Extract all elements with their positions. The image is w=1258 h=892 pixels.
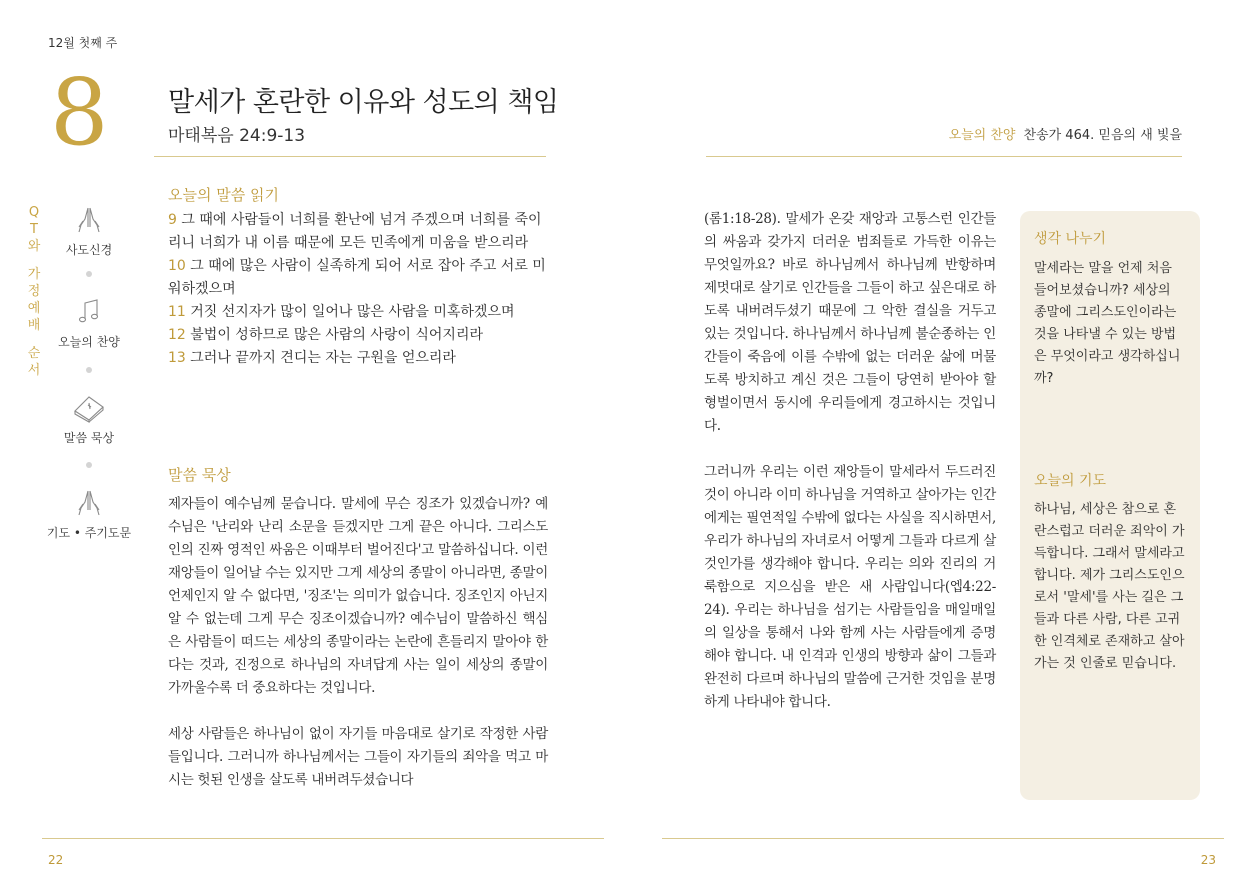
- verse-item: [168, 255, 550, 301]
- hymn-label: 오늘의 찬양: [948, 128, 1016, 143]
- qt-order-vertical-title: [24, 204, 44, 379]
- step-label: 기도 • 주기도문: [46, 526, 132, 540]
- vertical-char: T: [30, 222, 38, 237]
- prayer-text: 하나님, 세상은 참으로 혼란스럽고 더러운 죄악이 가득합니다. 그래서 말세라고 합니다. 제가 그리스도인으로서 '말세'를 사는 길은 그들과 다른 사람, 다른 고귀한 인격체로 존재하고 살아가는 것 인줄로 믿습니다.: [1034, 502, 1185, 671]
- page-title: 말세가 혼란한 이유와 성도의 책임: [168, 87, 559, 118]
- today-hymn: [949, 124, 1182, 143]
- step-label: 사도신경: [65, 243, 113, 257]
- verse-text: 거짓 선지자가 많이 일어나 많은 사람을 미혹하겠으며: [185, 304, 515, 320]
- step-dot: [86, 367, 92, 373]
- vertical-char: 서: [27, 363, 41, 378]
- verse-item: [168, 324, 550, 347]
- verse-number: 13: [168, 350, 186, 366]
- meditation-paragraph: 제자들이 예수님께 묻습니다. 말세에 무슨 징조가 있겠습니까? 예수님은 '난리와 난리 소문을 듣겠지만 그게 끝은 아니다. 그리스도인의 진짜 영적인 싸움은 이때부터 벌어진다'고 말씀하십니다. 이런 재앙들이 일어날 수는 있지만 그게 세상의 종말이 아니라면, 종말이 언제인지 알 수 없다면, '징조'는 의미가 없습니다. 징조인지 아닌지 알 수 없는데 그게 무슨 징조이겠습니까? 예수님이 말씀하신 핵심은 사람들이 떠드는 세상의 종말이라는 논란에 흔들리지 말아야 한다는 것과, 진정으로 하나님의 자녀답게 사는 일이 세상의 종말이 가까울수록 더 중요하다는 것입니다.: [168, 496, 548, 696]
- prayer-heading: 오늘의 기도: [1034, 473, 1107, 489]
- step-today-hymn: [50, 297, 128, 350]
- step-apostles-creed: [50, 205, 128, 258]
- vertical-char: Q: [28, 205, 40, 220]
- verse-number: 11: [168, 304, 186, 320]
- vertical-char: 배: [27, 318, 41, 333]
- page-number-right: 23: [1200, 853, 1216, 867]
- reading-heading: 오늘의 말씀 읽기: [168, 186, 279, 204]
- verse-text: 그 때에 많은 사람이 실족하게 되어 서로 잡아 주고 서로 미워하겠으며: [168, 258, 546, 297]
- verse-text: 그 때에 사람들이 너희를 환난에 넘겨 주겠으며 너희를 죽이리니 너희가 내 이름 때문에 모든 민족에게 미움을 받으리라: [168, 212, 542, 251]
- footer-rule-left: [42, 838, 604, 839]
- meditation-text-left: [168, 493, 548, 792]
- verse-number: 10: [168, 258, 186, 274]
- verse-text: 불법이 성하므로 많은 사람의 사랑이 식어지리라: [185, 327, 484, 343]
- step-dot: [86, 271, 92, 277]
- meditation-paragraph: 세상 사람들은 하나님이 없이 자기들 마음대로 살기로 작정한 사람들입니다. 그러니까 하나님께서는 그들이 자기들의 죄악을 먹고 마시는 헛된 인생을 살도록 내버려두셨습니다: [168, 726, 548, 788]
- step-dot: [86, 462, 92, 468]
- meditation-heading: 말씀 묵상: [168, 466, 231, 484]
- verse-item: [168, 301, 550, 324]
- day-number: 8: [50, 59, 109, 166]
- step-word-meditation: [50, 391, 128, 446]
- meditation-text-right: [704, 208, 996, 714]
- bible-book-icon: [71, 391, 107, 423]
- verse-item: [168, 347, 550, 370]
- praying-hands-icon: [73, 205, 105, 235]
- page-number-left: 22: [48, 853, 64, 867]
- header-rule-left: [154, 156, 546, 157]
- week-label: 12월 첫째 주: [48, 36, 118, 50]
- vertical-char: 와: [27, 239, 41, 254]
- vertical-char: 순: [27, 346, 41, 361]
- praying-hands-icon: [73, 488, 105, 518]
- meditation-paragraph: (롬1:18-28). 말세가 온갖 재앙과 고통스런 인간들의 싸움과 갖가지 더러운 범죄들로 가득한 이유는 무엇일까요? 바로 하나님께서 하나님께 반항하며 제멋대로 살기로 인간들을 그들이 하고 싶은대로 하도록 내버려두셨기 때문에 그 악한 결실을 거두고 있는 것입니다. 하나님께서 하나님께 불순종하는 인간들이 죽음에 이를 수밖에 없는 더러운 삶에 머물도록 방치하고 계신 것은 그들이 당연히 받아야 할 형벌이면서 동시에 우리들에게 경고하시는 것입니다.: [704, 211, 996, 434]
- header-rule-right: [706, 156, 1182, 157]
- share-heading: 생각 나누기: [1034, 231, 1107, 247]
- step-label: 오늘의 찬양: [58, 335, 120, 349]
- vertical-char: 예: [27, 301, 41, 316]
- verse-number: 9: [168, 212, 177, 228]
- verse-number: 12: [168, 327, 186, 343]
- verse-text: 그러나 끝까지 견디는 자는 구원을 얻으리라: [185, 350, 456, 366]
- meditation-paragraph: 그러니까 우리는 이런 재앙들이 말세라서 두드러진 것이 아니라 이미 하나님을 거역하고 살아가는 인간에게는 필연적일 수밖에 없다는 사실을 직시하면서, 우리가 하나님의 자녀로서 어떻게 그들과 다르게 살 것인가를 생각해야 합니다. 우리는 의와 진리의 거룩함으로 지으심을 받은 새 사람입니다(엡4:22-24). 우리는 하나님을 섬기는 사람들임을 매일매일의 일상을 통해서 나와 함께 사는 사람들에게 증명해야 합니다. 내 인격과 인생의 방향과 삶이 그들과 완전히 다르며 하나님의 말씀에 근거한 것임을 분명하게 나타내야 합니다.: [704, 464, 996, 710]
- verse-item: [168, 209, 550, 255]
- hymn-title: 찬송가 464. 믿음의 새 빛을: [1023, 128, 1182, 143]
- vertical-char: 정: [27, 284, 41, 299]
- step-label: 말씀 묵상: [63, 431, 115, 445]
- share-text: 말세라는 말을 언제 처음 들어보셨습니까? 세상의 종말에 그리스도인이라는 것을 나타낼 수 있는 방법은 무엇이라고 생각하십니까?: [1034, 261, 1181, 386]
- vertical-char: 가: [27, 267, 41, 282]
- scripture-reference: 마태복음 24:9-13: [168, 126, 306, 146]
- footer-rule-right: [662, 838, 1224, 839]
- music-note-icon: [73, 297, 105, 327]
- step-prayer: [40, 488, 138, 541]
- verse-list: [168, 209, 550, 370]
